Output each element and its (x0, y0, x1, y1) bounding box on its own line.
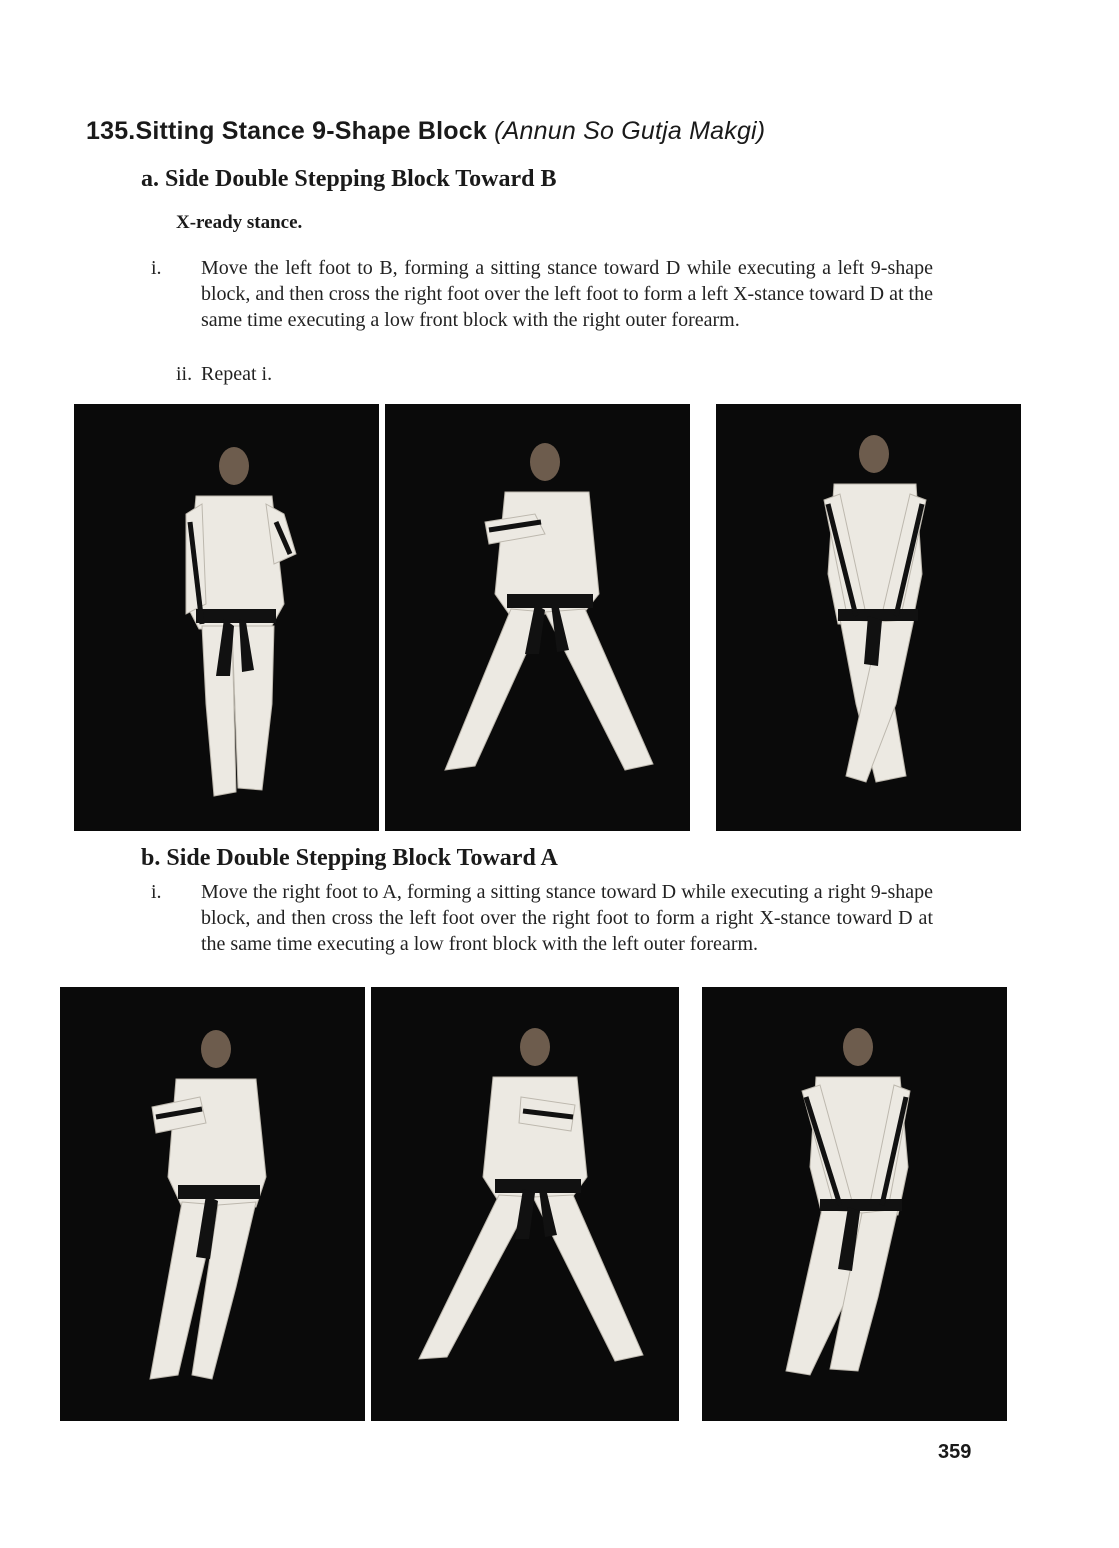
page-number: 359 (938, 1441, 972, 1463)
photo-b1-start-stance (60, 987, 365, 1421)
step-marker: i. (151, 257, 162, 279)
section-korean-name: (Annun So Gutja Makgi) (494, 117, 766, 145)
step-text: Move the left foot to B, forming a sitting stance toward D while executing a left 9-shape block, and then cross the right foot over the left foot to form a left X-stance toward D at the same time executing a low front block with the right outer forearm. (201, 257, 933, 331)
step-text: Repeat i. (201, 363, 273, 385)
section-number: 135. (86, 117, 136, 145)
part-b-heading: b. Side Double Stepping Block Toward A (141, 845, 558, 871)
step-marker: ii. (176, 363, 193, 385)
part-b-step-1 (151, 879, 933, 957)
step-text: Move the right foot to A, forming a sitting stance toward D while executing a right 9-shape block, and then cross the left foot over the right foot to form a right X-stance toward D at the same time executing a low front block with the left outer forearm. (201, 881, 933, 955)
photo-a3-left-x-stance-low-front-block (716, 404, 1021, 831)
part-a-step-1 (151, 255, 933, 333)
step-marker: i. (151, 881, 162, 903)
part-a-heading: a. Side Double Stepping Block Toward B (141, 166, 557, 192)
photo-b2-sitting-stance-right-9-shape-block (371, 987, 679, 1421)
section-title-text: Sitting Stance 9-Shape Block (135, 117, 495, 145)
photo-a2-sitting-stance-left-9-shape-block (385, 404, 690, 831)
ready-stance-note: X-ready stance. (176, 212, 303, 233)
part-a-step-2 (176, 361, 576, 387)
section-title (86, 117, 765, 146)
photo-a1-x-ready-stance (74, 404, 379, 831)
photo-b3-right-x-stance-low-front-block (702, 987, 1007, 1421)
